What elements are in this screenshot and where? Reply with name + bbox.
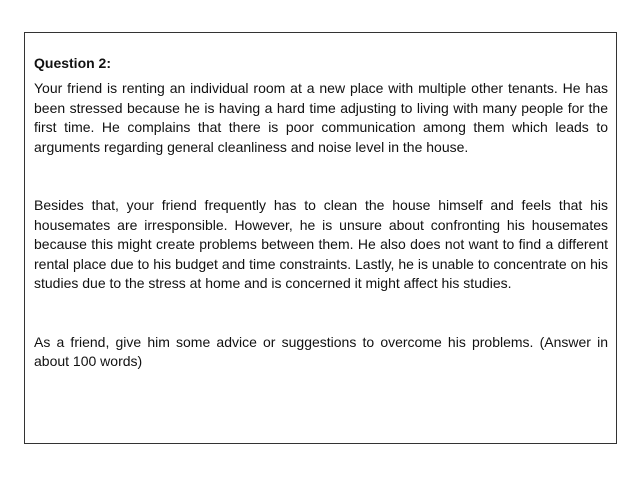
question-paragraph-3: As a friend, give him some advice or suggestions to overcome his problems. (Answer in about 100 words) [34,333,608,369]
question-paragraph-2: Besides that, your friend frequently has to clean the house himself and feels that his housemates are irresponsible. However, he is unsure about confronting his housemates because this might create problems between them. He also does not want to find a different rental place due to his budget and time constraints. Lastly, he is unable to concentrate on his studies due to the stress at home and is concerned it might affect his studies. [34,197,608,291]
question-paragraph-1: Your friend is renting an individual room at a new place with multiple other tenants. He has been stressed because he is having a hard time adjusting to living with many people for the first time. He complains that there is poor communication among them which leads to arguments regarding general cleanliness and noise level in the house. [34,80,608,155]
question-box [24,32,617,444]
question-title: Question 2: [34,55,112,71]
